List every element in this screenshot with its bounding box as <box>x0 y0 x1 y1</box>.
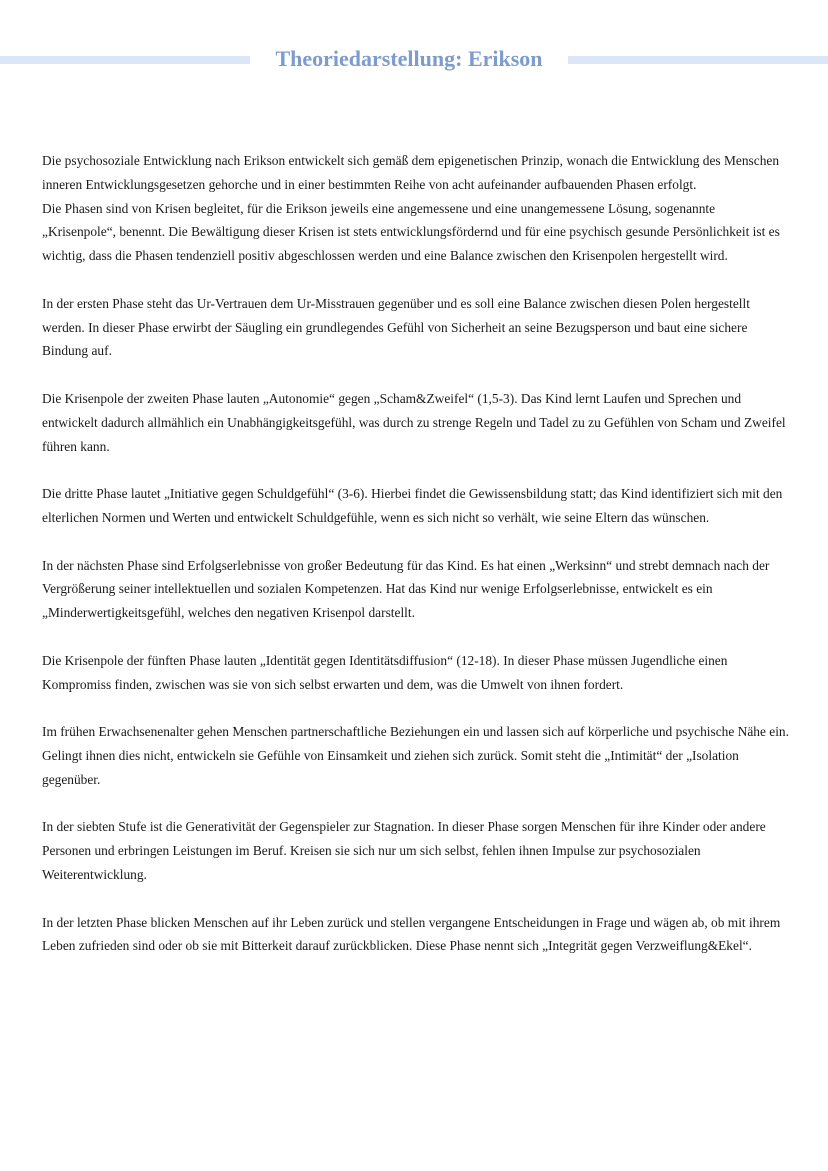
page-title: Theoriedarstellung: Erikson <box>275 46 543 71</box>
paragraph-epigenetic-principle: Die psychosoziale Entwicklung nach Erikson entwickelt sich gemäß dem epigenetischen Prinzip, wonach die Entwicklung des Menschen inneren Entwicklungsgesetzen gehorche und in einer bestimmten Reihe von acht aufeinander aufbauenden Phasen erfolgt. <box>42 153 780 192</box>
paragraph-crisis-poles: Die Phasen sind von Krisen begleitet, für die Erikson jeweils eine angemessene und eine unangemessene Lösung, sogenannte „Krisenpole“, benennt. Die Bewältigung dieser Krisen ist stets entwicklungsfördernd und für eine psychisch gesunde Persönlichkeit ist es wichtig, dass die Phasen tendenziell positiv abgeschlossen werden und eine Balance zwischen den Krisenpolen hergestellt wird. <box>42 200 780 264</box>
paragraph-phase-7: In der siebten Stufe ist die Generativität der Gegenspieler zur Stagnation. In dieser Phase sorgen Menschen für ihre Kinder oder andere Personen und erbringen Leistungen im Beruf. Kreisen sie sich nur um sich selbst, fehlen ihnen Impulse zur psychosozialen Weiterentwicklung. <box>42 819 766 882</box>
paragraph-phase-1: In der ersten Phase steht das Ur-Vertrauen dem Ur-Misstrauen gegenüber und es soll eine Balance zwischen diesen Polen hergestellt werden. In dieser Phase erwirbt der Säugling ein grundlegendes Gefühl von Sicherheit an seine Bezugsperson und baut eine sichere Bindung auf. <box>42 295 750 359</box>
paragraph-phase-6: Im frühen Erwachsenenalter gehen Menschen partnerschaftliche Beziehungen ein und lassen sich auf körperliche und psychische Nähe ein. Gelingt ihnen dies nicht, entwickeln sie Gefühle von Einsamkeit und ziehen sich zurück. Somit steht die „Intimität“ der „Isolation gegenüber. <box>42 724 789 787</box>
paragraph-phase-4: In der nächsten Phase sind Erfolgserlebnisse von großer Bedeutung für das Kind. Es hat einen „Werksinn“ und strebt demnach nach der Vergrößerung seiner intellektuellen und sozialen Kompetenzen. Hat das Kind nur wenige Erfolgserlebnisse, entwickelt es ein „Minderwertigkeitsgefühl, welches den negativen Krisenpol darstellt. <box>42 557 770 621</box>
paragraph-phase-8: In der letzten Phase blicken Menschen auf ihr Leben zurück und stellen vergangene Entscheidungen in Frage und wägen ab, ob mit ihrem Leben zufrieden sind oder ob sie mit Bitterkeit darauf zurückblicken. Diese Phase nennt sich „Integrität gegen Verzweiflung&Ekel“. <box>42 914 781 954</box>
document-body <box>42 149 790 982</box>
title-decor-bar-right <box>568 56 828 64</box>
title-decor-bar-left <box>0 56 250 64</box>
paragraph-phase-5: Die Krisenpole der fünften Phase lauten „Identität gegen Identitätsdiffusion“ (12-18). In dieser Phase müssen Jugendliche einen Kompromiss finden, zwischen was sie von sich selbst erwarten und dem, was die Umwelt von ihnen fordert. <box>42 652 728 692</box>
paragraph-phase-2: Die Krisenpole der zweiten Phase lauten „Autonomie“ gegen „Scham&Zweifel“ (1,5-3). Das Kind lernt Laufen und Sprechen und entwickelt dadurch allmählich ein Unabhängigkeitsgefühl, was durch zu strenge Regeln und Tadel zu zu Gefühlen von Scham und Zweifel führen kann. <box>42 390 786 454</box>
paragraph-phase-3: Die dritte Phase lautet „Initiative gegen Schuldgefühl“ (3-6). Hierbei findet die Gewissensbildung statt; das Kind identifiziert sich mit den elterlichen Normen und Werten und entwickelt Schuldgefühle, wenn es sich nicht so verhält, wie seine Eltern das wünschen. <box>42 486 783 525</box>
title-banner <box>0 46 828 72</box>
